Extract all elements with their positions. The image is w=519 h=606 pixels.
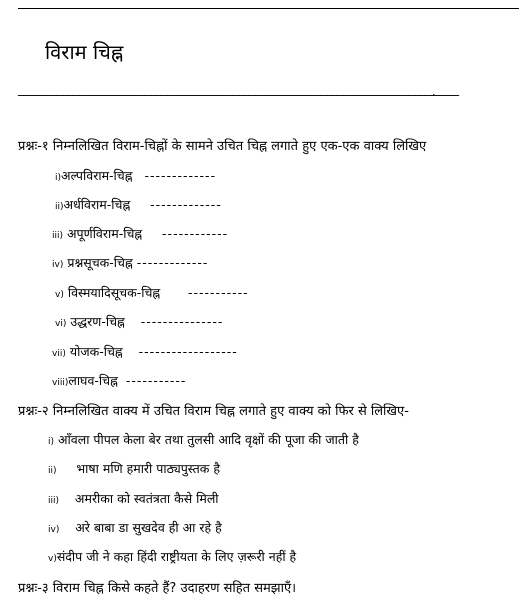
item-number: v) <box>55 290 64 300</box>
q1-item <box>52 343 238 360</box>
item-label: प्रश्नसूचक-चिह्न <box>67 255 133 270</box>
item-sentence: अरे बाबा डा सुखदेव ही आ रहे है <box>75 520 222 535</box>
item-label: लाघव-चिह्न <box>68 373 118 388</box>
item-sentence: भाषा मणि हमारी पाठ्यपुस्तक है <box>76 461 220 476</box>
item-label: अपूर्णविराम-चिह्न <box>67 226 143 241</box>
item-number: i) <box>55 173 62 183</box>
item-label: उद्धरण-चिह्न <box>70 314 125 329</box>
item-number: iv) <box>48 525 60 535</box>
item-number: viii) <box>52 378 69 388</box>
q2-item <box>48 490 219 507</box>
item-label: अल्पविराम-चिह्न <box>61 168 133 183</box>
q1-item <box>55 313 223 330</box>
q2-item <box>48 431 359 448</box>
item-number: ii) <box>55 202 64 212</box>
answer-blank: ------------------ <box>138 344 238 359</box>
title-underline: ____________________________________________________________________________̣____ <box>18 82 458 97</box>
item-sentence: आँवला पीपल केला बेर तथा तुलसी आदि वृक्षों की पूजा की जाती है <box>58 432 359 447</box>
item-label: अर्धविराम-चिह्न <box>63 197 131 212</box>
q2-item <box>48 548 296 565</box>
item-sentence: अमरीका को स्वतंत्रता कैसे मिली <box>74 491 219 506</box>
answer-blank: ----------- <box>188 285 249 300</box>
item-number: iii) <box>52 231 64 241</box>
q1-item <box>52 225 228 242</box>
answer-blank: ------------- <box>150 197 222 212</box>
q1-item <box>55 284 249 301</box>
item-number: ii) <box>48 466 57 476</box>
answer-blank: ------------- <box>136 255 209 270</box>
page-title: विराम चिह्न <box>45 40 124 64</box>
top-rule <box>18 8 519 9</box>
q1-item <box>55 196 222 213</box>
item-label: योजक-चिह्न <box>69 344 123 359</box>
item-number: i) <box>48 437 55 447</box>
item-number: vi) <box>55 319 67 329</box>
q1-item <box>52 372 186 389</box>
answer-blank: --------------- <box>140 314 224 329</box>
item-number: v) <box>48 554 57 564</box>
answer-blank: ------------ <box>162 226 229 241</box>
item-number: iv) <box>52 260 64 270</box>
item-sentence: संदीप जी ने कहा हिंदी राष्ट्रीयता के लिए ज़रूरी नहीं है <box>56 549 297 564</box>
q1-item <box>55 167 216 184</box>
q1-item <box>52 254 208 271</box>
answer-blank: ------------- <box>144 168 217 183</box>
answer-blank: ----------- <box>125 373 187 388</box>
question-3: प्रश्नः-३ विराम चिह्न किसे कहते हैं? उदाहरण सहित समझाएँ। <box>18 581 297 596</box>
item-number: iii) <box>48 496 60 506</box>
q2-item <box>48 460 220 477</box>
item-label: विस्मयादिसूचक-चिह्न <box>67 285 161 300</box>
item-number: vii) <box>52 349 66 359</box>
q2-item <box>48 519 222 536</box>
question-2: प्रश्नः-२ निम्नलिखित वाक्य में उचित विराम चिह्न लगाते हुए वाक्य को फिर से लिखिए- <box>18 404 409 419</box>
question-1: प्रश्नः-१ निम्नलिखित विराम-चिह्नों के सामने उचित चिह्न लगाते हुए एक-एक वाक्य लिखिए <box>18 139 427 154</box>
